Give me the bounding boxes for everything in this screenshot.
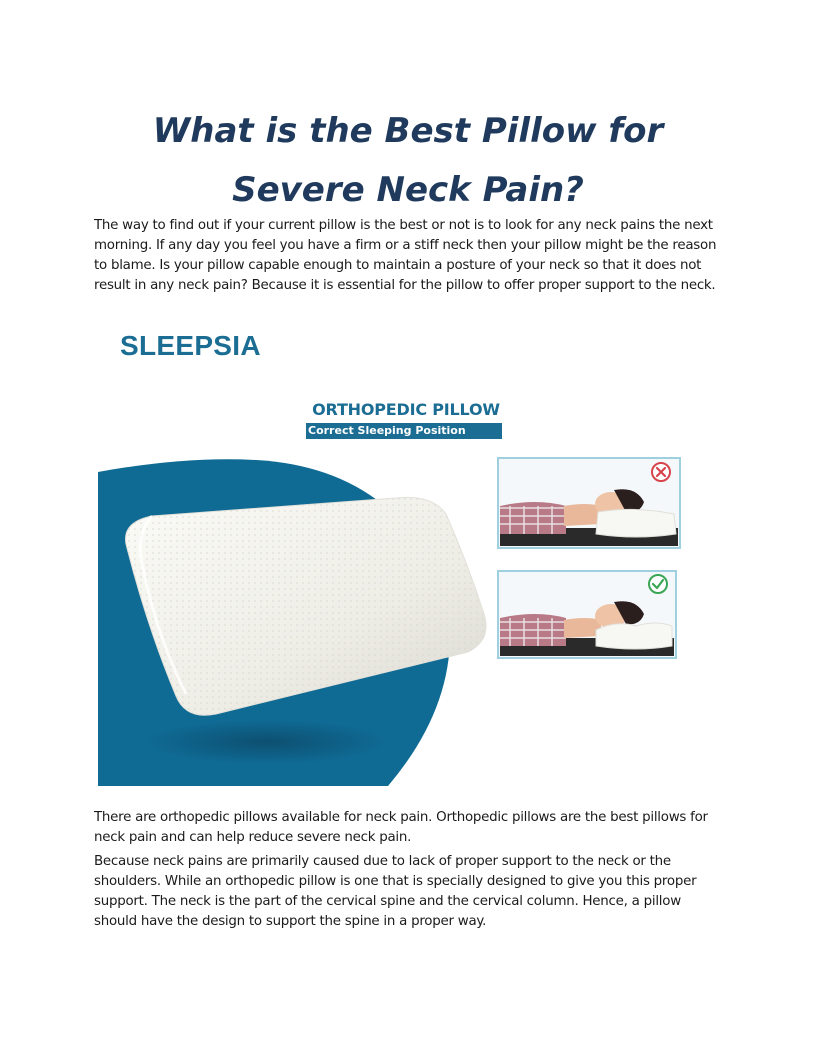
intro-paragraph: The way to find out if your current pillow is the best or not is to look for any neck pains the next morning. If any day you feel you have a firm or a stiff neck then your pillow might be the reason to blame. Is your pillow capable enough to maintain a posture of your neck so that it does not result in any neck pain? Because it is essential for the pillow to offer proper support to the neck. [94, 218, 717, 293]
paragraph-orthopedic: There are orthopedic pillows available for neck pain. Orthopedic pillows are the best pillows for neck pain and can help reduce severe neck pain. [94, 810, 708, 845]
pillow-illustration [96, 394, 716, 790]
paragraph-support: Because neck pains are primarily caused due to lack of proper support to the neck or the shoulders. While an orthopedic pillow is one that is specially designed to give you this proper support. The neck is the part of the cervical spine and the cervical column. Hence, a pillow should have the design to support the spine in a proper way. [94, 854, 697, 929]
page-title: What is the Best Pillow for Severe Neck Pain? [152, 111, 664, 210]
check-mark-icon [649, 575, 667, 593]
product-figure [96, 394, 716, 790]
x-mark-icon [652, 463, 670, 481]
figure-title: ORTHOPEDIC PILLOW [312, 400, 500, 419]
figure-subtitle-banner: Correct Sleeping Position [306, 423, 502, 439]
pillow-shadow [146, 720, 386, 764]
brand-heading: SLEEPSIA [120, 330, 261, 361]
